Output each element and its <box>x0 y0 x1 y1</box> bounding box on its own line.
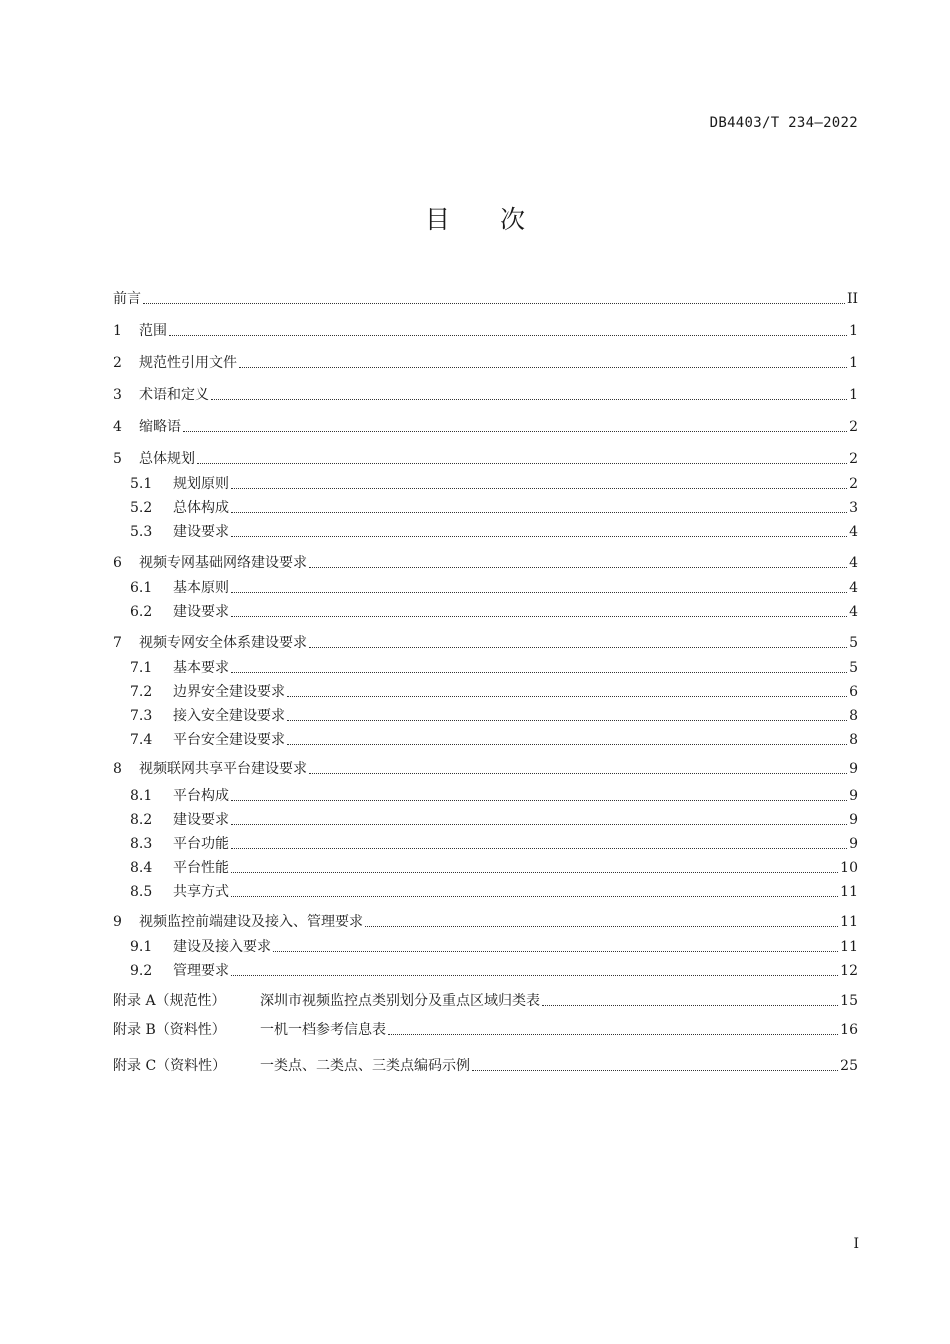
toc-entry[interactable] <box>130 810 858 830</box>
toc-entry[interactable] <box>130 786 858 806</box>
toc-entry-number: 6.1 <box>130 580 153 596</box>
toc-entry-page: 8 <box>849 708 858 724</box>
toc-entry-page: 4 <box>849 604 858 620</box>
toc-entry-title: 范围 <box>139 323 167 339</box>
dot-leader <box>231 800 847 801</box>
toc-entry-number: 8.5 <box>130 884 153 900</box>
dot-leader <box>231 824 847 825</box>
dot-leader <box>542 1005 838 1006</box>
toc-entry-number: 7.2 <box>130 684 153 700</box>
toc-entry-title: 平台功能 <box>173 836 229 852</box>
toc-entry-number: 2 <box>113 355 122 371</box>
toc-entry-number: 5.1 <box>130 476 153 492</box>
toc-entry-title: 平台构成 <box>173 788 229 804</box>
toc-entry-number: 5.2 <box>130 500 153 516</box>
toc-entry-page: 2 <box>849 419 858 435</box>
toc-entry[interactable] <box>113 912 858 932</box>
toc-entry-number: 9 <box>113 914 122 930</box>
toc-entry-page: 9 <box>849 836 858 852</box>
toc-entry-page: 6 <box>849 684 858 700</box>
toc-entry[interactable] <box>130 961 858 981</box>
dot-leader <box>287 720 847 721</box>
dot-leader <box>231 848 847 849</box>
toc-entry[interactable] <box>130 578 858 598</box>
page-title: 目 次 <box>424 205 525 234</box>
toc-entry[interactable] <box>113 385 858 405</box>
toc-entry-page: 9 <box>849 812 858 828</box>
toc-entry-number: 6.2 <box>130 604 153 620</box>
toc-entry[interactable] <box>130 882 858 902</box>
toc-entry[interactable] <box>113 633 858 653</box>
toc-entry-page: 11 <box>840 914 858 930</box>
toc-entry[interactable] <box>113 1020 858 1040</box>
toc-entry-number: 7 <box>113 635 122 651</box>
toc-entry[interactable] <box>130 658 858 678</box>
dot-leader <box>169 335 847 336</box>
toc-entry-number: 3 <box>113 387 122 403</box>
toc-entry-title: 规划原则 <box>173 476 229 492</box>
toc-entry-title: 前言 <box>113 291 141 307</box>
toc-entry-page: 25 <box>840 1058 858 1074</box>
toc-entry-title: 深圳市视频监控点类别划分及重点区域归类表 <box>260 993 540 1009</box>
toc-entry-page: 9 <box>849 788 858 804</box>
toc-entry-number: 9.1 <box>130 939 153 955</box>
dot-leader <box>309 647 847 648</box>
toc-entry-title: 视频监控前端建设及接入、管理要求 <box>139 914 363 930</box>
toc-entry[interactable] <box>130 937 858 957</box>
toc-entry[interactable] <box>113 449 858 469</box>
toc-entry-title: 基本原则 <box>173 580 229 596</box>
toc-entry-page: 4 <box>849 580 858 596</box>
toc-entry-number: 7.4 <box>130 732 153 748</box>
toc-entry[interactable] <box>130 682 858 702</box>
toc-entry-number: 6 <box>113 555 122 571</box>
dot-leader <box>231 488 847 489</box>
toc-entry-title: 建设要求 <box>173 604 229 620</box>
toc-entry[interactable] <box>130 858 858 878</box>
toc-entry[interactable] <box>130 602 858 622</box>
toc-entry-page: 11 <box>840 939 858 955</box>
toc-entry-page: 1 <box>849 387 858 403</box>
toc-entry-title: 视频联网共享平台建设要求 <box>139 761 307 777</box>
toc-entry[interactable] <box>130 834 858 854</box>
dot-leader <box>183 431 847 432</box>
toc-entry-title: 规范性引用文件 <box>139 355 237 371</box>
toc-entry-number: 7.3 <box>130 708 153 724</box>
toc-entry-page: 9 <box>849 761 858 777</box>
toc-entry-title: 总体规划 <box>139 451 195 467</box>
toc-entry-title: 总体构成 <box>173 500 229 516</box>
dot-leader <box>197 463 847 464</box>
toc-entry-number: 9.2 <box>130 963 153 979</box>
toc-entry-title: 共享方式 <box>173 884 229 900</box>
toc-entry-title: 建设要求 <box>173 524 229 540</box>
toc-entry-title: 一类点、二类点、三类点编码示例 <box>260 1058 470 1074</box>
toc-entry[interactable] <box>113 353 858 373</box>
toc-entry[interactable] <box>113 289 858 309</box>
toc-entry-title: 管理要求 <box>173 963 229 979</box>
toc-entry[interactable] <box>113 759 858 779</box>
dot-leader <box>309 773 847 774</box>
toc-entry-number: 1 <box>113 323 122 339</box>
toc-entry[interactable] <box>113 417 858 437</box>
footer-page-number: I <box>853 1236 859 1252</box>
dot-leader <box>287 744 847 745</box>
toc-entry-title: 缩略语 <box>139 419 181 435</box>
dot-leader <box>472 1070 838 1071</box>
toc-entry-number: 附录 C（资料性） <box>113 1058 227 1074</box>
toc-entry-number: 附录 B（资料性） <box>113 1022 226 1038</box>
dot-leader <box>231 672 847 673</box>
toc-entry[interactable] <box>130 522 858 542</box>
toc-entry-number: 8.1 <box>130 788 153 804</box>
toc-entry[interactable] <box>113 991 858 1011</box>
toc-entry[interactable] <box>130 498 858 518</box>
toc-entry-page: 10 <box>840 860 858 876</box>
toc-entry[interactable] <box>130 706 858 726</box>
dot-leader <box>309 567 847 568</box>
toc-entry-page: 5 <box>849 660 858 676</box>
dot-leader <box>388 1034 838 1035</box>
toc-entry-page: 2 <box>849 476 858 492</box>
toc-entry-page: 4 <box>849 524 858 540</box>
toc-entry-number: 8.3 <box>130 836 153 852</box>
toc-entry[interactable] <box>130 730 858 750</box>
dot-leader <box>231 592 847 593</box>
dot-leader <box>287 696 847 697</box>
toc-entry-page: 5 <box>849 635 858 651</box>
toc-entry-page: II <box>846 291 858 307</box>
dot-leader <box>365 926 838 927</box>
toc-entry-number: 5 <box>113 451 122 467</box>
dot-leader <box>231 896 838 897</box>
dot-leader <box>231 872 838 873</box>
toc-entry-title: 视频专网基础网络建设要求 <box>139 555 307 571</box>
dot-leader <box>143 303 845 304</box>
toc-entry[interactable] <box>113 1056 858 1076</box>
dot-leader <box>231 512 847 513</box>
toc-entry-page: 1 <box>849 355 858 371</box>
toc-entry-number: 附录 A（规范性） <box>113 993 226 1009</box>
dot-leader <box>231 616 847 617</box>
toc-entry-number: 8.2 <box>130 812 153 828</box>
toc-entry-title: 接入安全建设要求 <box>173 708 285 724</box>
toc-entry-page: 12 <box>840 963 858 979</box>
toc-entry-number: 5.3 <box>130 524 153 540</box>
toc-entry-title: 一机一档参考信息表 <box>260 1022 386 1038</box>
toc-entry[interactable] <box>130 474 858 494</box>
toc-entry-page: 3 <box>849 500 858 516</box>
toc-entry-page: 4 <box>849 555 858 571</box>
toc-entry-title: 平台安全建设要求 <box>173 732 285 748</box>
toc-entry-number: 8.4 <box>130 860 153 876</box>
toc-entry-title: 建设要求 <box>173 812 229 828</box>
dot-leader <box>231 975 838 976</box>
toc-entry-title: 基本要求 <box>173 660 229 676</box>
toc-entry-page: 15 <box>840 993 858 1009</box>
document-code: DB4403/T 234—2022 <box>709 115 858 131</box>
toc-entry-title: 视频专网安全体系建设要求 <box>139 635 307 651</box>
toc-entry-page: 11 <box>840 884 858 900</box>
toc-entry-title: 边界安全建设要求 <box>173 684 285 700</box>
dot-leader <box>231 536 847 537</box>
toc-entry-title: 平台性能 <box>173 860 229 876</box>
toc-entry-page: 8 <box>849 732 858 748</box>
dot-leader <box>211 399 847 400</box>
toc-entry[interactable] <box>113 321 858 341</box>
toc-entry-title: 建设及接入要求 <box>173 939 271 955</box>
toc-entry-page: 1 <box>849 323 858 339</box>
toc-entry-number: 7.1 <box>130 660 153 676</box>
dot-leader <box>273 951 838 952</box>
toc-entry[interactable] <box>113 553 858 573</box>
toc-entry-number: 8 <box>113 761 122 777</box>
toc-entry-page: 16 <box>840 1022 858 1038</box>
dot-leader <box>239 367 847 368</box>
toc-entry-number: 4 <box>113 419 122 435</box>
toc-entry-title: 术语和定义 <box>139 387 209 403</box>
toc-entry-page: 2 <box>849 451 858 467</box>
